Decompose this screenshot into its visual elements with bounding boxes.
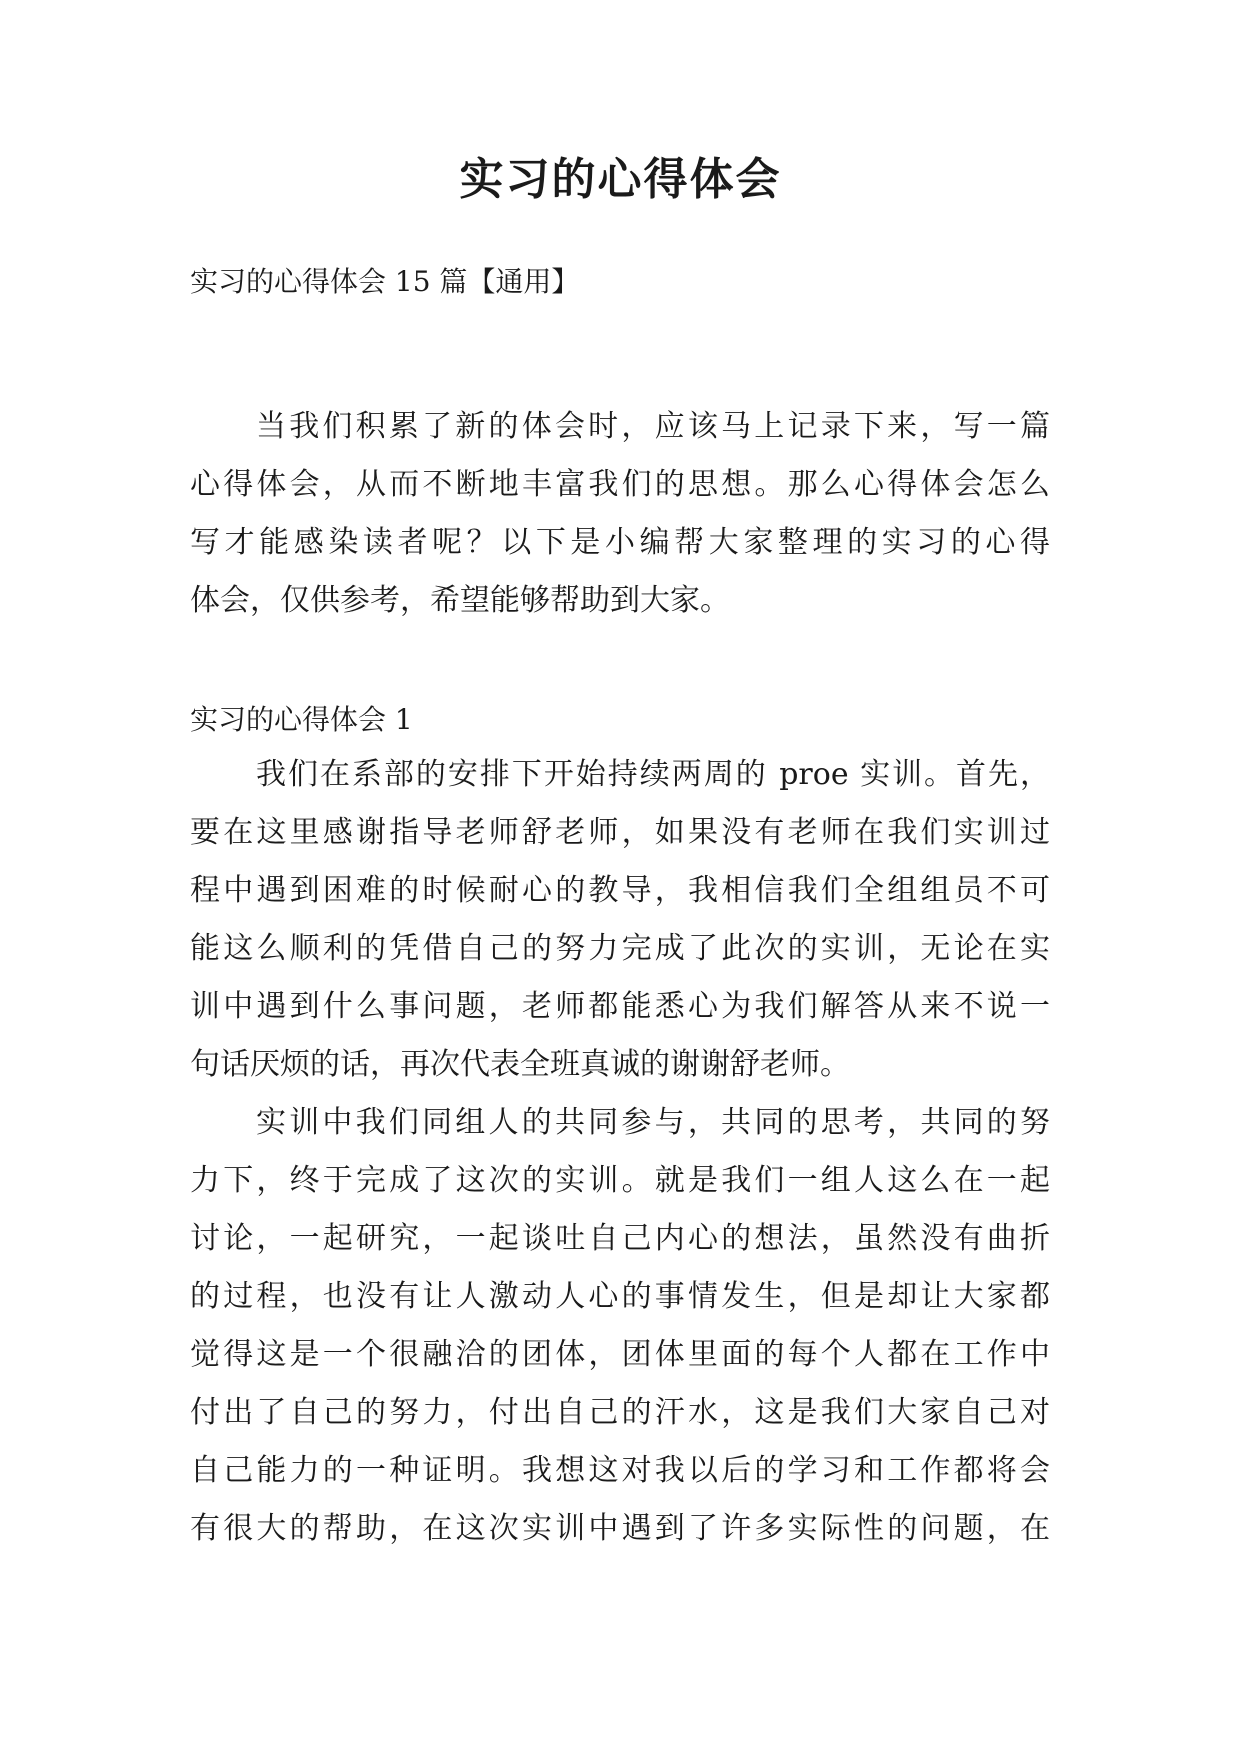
paragraph-line: 我们在系部的安排下开始持续两周的 proe 实训。首先， <box>256 757 1050 792</box>
paragraph-line: 讨论，一起研究，一起谈吐自己内心的想法，虽然没有曲折 <box>190 1221 1050 1256</box>
paragraph-line: 力下，终于完成了这次的实训。就是我们一组人这么在一起 <box>190 1163 1050 1198</box>
paragraph-line: 的过程，也没有让人激动人心的事情发生，但是却让大家都 <box>190 1279 1050 1314</box>
paragraph-line: 觉得这是一个很融洽的团体，团体里面的每个人都在工作中 <box>190 1337 1050 1372</box>
paragraph-line: 有很大的帮助，在这次实训中遇到了许多实际性的问题，在 <box>190 1511 1050 1546</box>
paragraph-line: 句话厌烦的话，再次代表全班真诚的谢谢舒老师。 <box>190 1047 850 1082</box>
paragraph-line: 要在这里感谢指导老师舒老师，如果没有老师在我们实训过 <box>190 815 1050 850</box>
paragraph-line: 自己能力的一种证明。我想这对我以后的学习和工作都将会 <box>190 1453 1050 1488</box>
body-paragraph-2 <box>190 1094 1050 1558</box>
section-heading: 实习的心得体会 1 <box>190 703 413 736</box>
paragraph-line: 程中遇到困难的时候耐心的教导，我相信我们全组组员不可 <box>190 873 1050 908</box>
intro-line: 体会，仅供参考，希望能够帮助到大家。 <box>190 583 730 618</box>
paragraph-line: 训中遇到什么事问题，老师都能悉心为我们解答从来不说一 <box>190 989 1050 1024</box>
intro-line: 心得体会，从而不断地丰富我们的思想。那么心得体会怎么 <box>190 467 1050 502</box>
paragraph-line: 付出了自己的努力，付出自己的汗水，这是我们大家自己对 <box>190 1395 1050 1430</box>
intro-paragraph <box>190 398 1050 630</box>
document-subtitle: 实习的心得体会 15 篇【通用】 <box>190 265 580 298</box>
document-title: 实习的心得体会 <box>459 154 782 205</box>
paragraph-line: 能这么顺利的凭借自己的努力完成了此次的实训，无论在实 <box>190 931 1050 966</box>
paragraph-line: 实训中我们同组人的共同参与，共同的思考，共同的努 <box>256 1105 1050 1140</box>
body-paragraph-1 <box>190 746 1050 1094</box>
intro-line: 写才能感染读者呢？以下是小编帮大家整理的实习的心得 <box>190 525 1050 560</box>
intro-line: 当我们积累了新的体会时，应该马上记录下来，写一篇 <box>256 409 1050 444</box>
